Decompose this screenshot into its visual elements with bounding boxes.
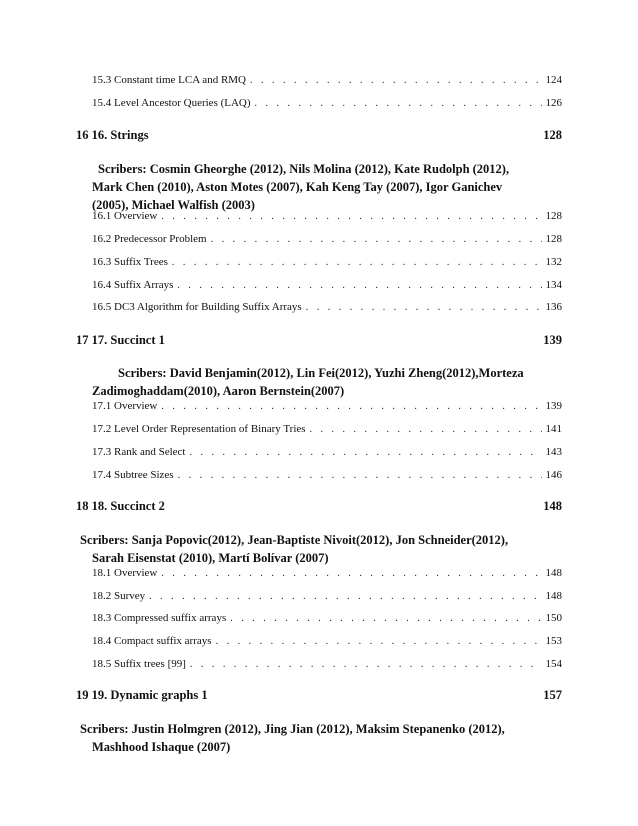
scribers-line: Scribers: Sanja Popovic(2012), Jean-Baptiste Nivoit(2012), Jon Schneider(2012),	[80, 533, 509, 547]
dot-leader	[230, 613, 541, 624]
toc-entry-page: 154	[545, 658, 562, 670]
scribers-19	[80, 720, 570, 756]
chapter-title: 18 18. Succinct 2	[76, 499, 165, 513]
scribers-line: Zadimoghaddam(2010), Aaron Bernstein(2007)	[92, 384, 345, 398]
toc-entry-16-5[interactable]	[92, 301, 562, 319]
toc-entry-label: 17.1 Overview	[92, 400, 158, 412]
scribers-17	[92, 364, 562, 400]
toc-entry-page: 136	[545, 301, 562, 313]
dot-leader	[161, 568, 541, 579]
dot-leader	[189, 447, 541, 458]
toc-entry-label: 18.2 Survey	[92, 590, 146, 602]
chapter-page: 148	[543, 499, 562, 513]
toc-chapter-19[interactable]	[76, 688, 562, 708]
chapter-page: 157	[543, 688, 562, 702]
toc-entry-16-2[interactable]	[92, 233, 562, 251]
toc-chapter-17[interactable]	[76, 333, 562, 353]
scribers-line: Mark Chen (2010), Aston Motes (2007), Kah Keng Tay (2007), Igor Ganichev	[92, 180, 503, 194]
toc-entry-page: 128	[545, 210, 562, 222]
toc-entry-label: 18.1 Overview	[92, 567, 158, 579]
dot-leader	[211, 234, 542, 245]
toc-entry-18-3[interactable]	[92, 612, 562, 630]
toc-entry-17-4[interactable]	[92, 469, 562, 487]
dot-leader	[177, 280, 541, 291]
toc-entry-label: 15.3 Constant time LCA and RMQ	[92, 74, 246, 86]
chapter-page: 128	[543, 128, 562, 142]
toc-entry-label: 17.3 Rank and Select	[92, 446, 186, 458]
toc-entry-label: 18.5 Suffix trees [99]	[92, 658, 186, 670]
dot-leader	[161, 401, 541, 412]
dot-leader	[310, 424, 542, 435]
toc-entry-18-5[interactable]	[92, 658, 562, 676]
toc-entry-page: 146	[545, 469, 562, 481]
dot-leader	[255, 98, 542, 109]
toc-entry-15-4[interactable]	[92, 97, 562, 115]
toc-entry-16-3[interactable]	[92, 256, 562, 274]
scribers-line: Sarah Eisenstat (2010), Martí Bolívar (2007)	[92, 551, 329, 565]
scribers-line: Scribers: Justin Holmgren (2012), Jing Jian (2012), Maksim Stepanenko (2012),	[80, 722, 505, 736]
toc-entry-page: 134	[545, 279, 562, 291]
toc-entry-label: 17.4 Subtree Sizes	[92, 469, 174, 481]
toc-entry-page: 150	[545, 612, 562, 624]
chapter-title: 17 17. Succinct 1	[76, 333, 165, 347]
toc-entry-label: 16.5 DC3 Algorithm for Building Suffix Arrays	[92, 301, 302, 313]
toc-entry-16-4[interactable]	[92, 279, 562, 297]
toc-entry-label: 15.4 Level Ancestor Queries (LAQ)	[92, 97, 251, 109]
toc-entry-page: 141	[545, 423, 562, 435]
toc-entry-16-1[interactable]	[92, 210, 562, 228]
toc-entry-label: 17.2 Level Order Representation of Binary Tries	[92, 423, 306, 435]
toc-entry-page: 128	[545, 233, 562, 245]
toc-entry-page: 148	[545, 590, 562, 602]
dot-leader	[306, 302, 542, 313]
toc-entry-18-4[interactable]	[92, 635, 562, 653]
toc-chapter-16[interactable]	[76, 128, 562, 148]
toc-entry-label: 16.4 Suffix Arrays	[92, 279, 174, 291]
toc-entry-label: 16.2 Predecessor Problem	[92, 233, 207, 245]
dot-leader	[190, 659, 542, 670]
chapter-title: 16 16. Strings	[76, 128, 149, 142]
toc-chapter-18[interactable]	[76, 499, 562, 519]
toc-entry-17-3[interactable]	[92, 446, 562, 464]
toc-entry-page: 148	[545, 567, 562, 579]
toc-entry-page: 153	[545, 635, 562, 647]
scribers-line: Mashhood Ishaque (2007)	[92, 740, 231, 754]
toc-entry-page: 124	[545, 74, 562, 86]
toc-entry-page: 143	[545, 446, 562, 458]
scribers-18	[80, 531, 570, 567]
dot-leader	[161, 211, 541, 222]
toc-entry-15-3[interactable]	[92, 74, 562, 92]
dot-leader	[250, 75, 542, 86]
dot-leader	[149, 591, 541, 602]
scribers-16	[92, 160, 562, 214]
toc-entry-label: 18.4 Compact suffix arrays	[92, 635, 212, 647]
toc-entry-label: 16.3 Suffix Trees	[92, 256, 168, 268]
toc-entry-page: 139	[545, 400, 562, 412]
chapter-title: 19 19. Dynamic graphs 1	[76, 688, 208, 702]
dot-leader	[172, 257, 542, 268]
toc-entry-page: 126	[545, 97, 562, 109]
toc-entry-label: 18.3 Compressed suffix arrays	[92, 612, 227, 624]
scribers-line: (2005), Michael Walfish (2003)	[92, 198, 255, 212]
dot-leader	[178, 470, 542, 481]
scribers-line: Scribers: Cosmin Gheorghe (2012), Nils Molina (2012), Kate Rudolph (2012),	[98, 162, 510, 176]
chapter-page: 139	[543, 333, 562, 347]
toc-entry-17-2[interactable]	[92, 423, 562, 441]
toc-entry-label: 16.1 Overview	[92, 210, 158, 222]
toc-entry-18-1[interactable]	[92, 567, 562, 585]
toc-entry-18-2[interactable]	[92, 590, 562, 608]
toc-entry-page: 132	[545, 256, 562, 268]
toc-entry-17-1[interactable]	[92, 400, 562, 418]
dot-leader	[216, 636, 542, 647]
scribers-line: Scribers: David Benjamin(2012), Lin Fei(2012), Yuzhi Zheng(2012),Morteza	[118, 366, 524, 380]
